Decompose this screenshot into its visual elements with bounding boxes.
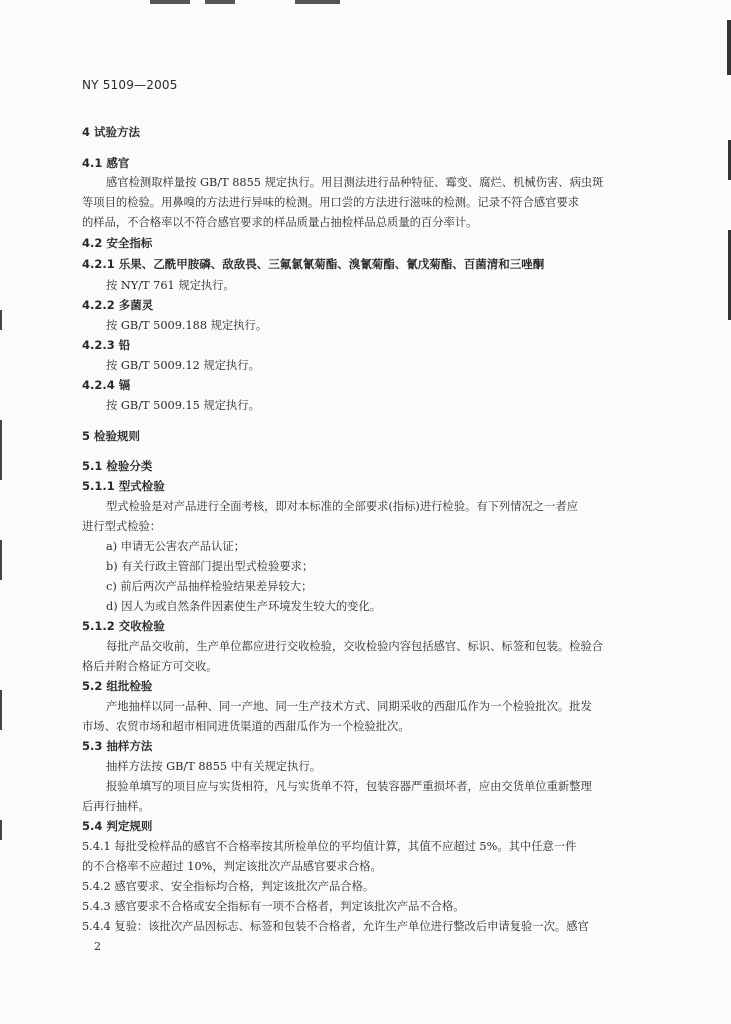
scan-artifact — [0, 420, 2, 480]
paragraph-line: 按 GB/T 5009.15 规定执行。 — [106, 399, 260, 412]
list-item: b) 有关行政主管部门提出型式检验要求； — [106, 560, 314, 573]
scan-artifact — [205, 0, 235, 4]
section-4-2-4-title: 4.2.4 镉 — [82, 378, 131, 392]
paragraph-line: 5.4.2 感官要求、安全指标均合格，判定该批次产品合格。 — [82, 880, 375, 893]
section-5-1-1-title: 5.1.1 型式检验 — [82, 479, 165, 493]
section-5-4-title: 5.4 判定规则 — [82, 819, 153, 833]
section-4-2-title: 4.2 安全指标 — [82, 236, 153, 250]
scan-artifact — [150, 0, 190, 4]
section-4-title: 4 试验方法 — [82, 125, 141, 139]
section-5-title: 5 检验规则 — [82, 429, 141, 443]
paragraph-line: 5.4.4 复验：该批次产品因标志、标签和包装不合格者，允许生产单位进行整改后申请复验一次。感官 — [82, 920, 589, 933]
scan-artifact — [0, 820, 2, 840]
section-5-2-title: 5.2 组批检验 — [82, 679, 153, 693]
paragraph-line: 等项目的检验。用鼻嗅的方法进行异味的检测。用口尝的方法进行滋味的检测。记录不符合感官要求 — [82, 196, 580, 209]
scan-artifact — [0, 540, 2, 580]
section-5-1-title: 5.1 检验分类 — [82, 459, 153, 473]
section-5-3-title: 5.3 抽样方法 — [82, 739, 153, 753]
list-item: c) 前后两次产品抽样检验结果差异较大； — [106, 580, 313, 593]
paragraph-line: 格后并附合格证方可交收。 — [82, 660, 218, 673]
section-4-2-2-title: 4.2.2 多菌灵 — [82, 298, 154, 312]
paragraph-line: 5.4.1 每批受检样品的感官不合格率按其所检单位的平均值计算，其值不应超过 5%。其中任意一件 — [82, 840, 577, 853]
list-item: a) 申请无公害农产品认证； — [106, 540, 246, 553]
scan-artifact — [0, 690, 2, 730]
paragraph-line: 感官检测取样量按 GB/T 8855 规定执行。用目测法进行品种特征、霉变、腐烂、机械伤害、病虫斑 — [106, 176, 604, 189]
paragraph-line: 抽样方法按 GB/T 8855 中有关规定执行。 — [106, 760, 322, 773]
paragraph-line: 的不合格率不应超过 10%，判定该批次产品感官要求合格。 — [82, 860, 382, 873]
section-5-1-2-title: 5.1.2 交收检验 — [82, 619, 165, 633]
paragraph-line: 按 NY/T 761 规定执行。 — [106, 279, 235, 292]
scan-artifact — [0, 310, 2, 330]
paragraph-line: 型式检验是对产品进行全面考核，即对本标准的全部要求(指标)进行检验。有下列情况之一者应 — [106, 500, 578, 513]
section-4-1-title: 4.1 感官 — [82, 156, 130, 170]
paragraph-line: 每批产品交收前，生产单位都应进行交收检验，交收检验内容包括感官、标识、标签和包装。检验合 — [106, 640, 604, 653]
list-item: d) 因人为或自然条件因素使生产环境发生较大的变化。 — [106, 600, 382, 613]
scan-artifact — [295, 0, 340, 4]
paragraph-line: 按 GB/T 5009.188 规定执行。 — [106, 319, 268, 332]
scan-artifact — [727, 20, 731, 75]
section-4-2-1-title: 4.2.1 乐果、乙酰甲胺磷、敌敌畏、三氟氯氰菊酯、溴氰菊酯、氰戊菊酯、百菌清和三唑酮 — [82, 257, 545, 271]
page-number: 2 — [94, 940, 101, 953]
paragraph-line: 产地抽样以同一品种、同一产地、同一生产技术方式、同期采收的西甜瓜作为一个检验批次。批发 — [106, 700, 592, 713]
paragraph-line: 市场、农贸市场和超市相同进货渠道的西甜瓜作为一个检验批次。 — [82, 720, 410, 733]
paragraph-line: 进行型式检验： — [82, 520, 162, 533]
section-4-2-3-title: 4.2.3 铅 — [82, 338, 131, 352]
paragraph-line: 的样品，不合格率以不符合感官要求的样品质量占抽检样品总质量的百分率计。 — [82, 216, 478, 229]
paragraph-line: 后再行抽样。 — [82, 800, 150, 813]
standard-number: NY 5109—2005 — [82, 78, 178, 92]
paragraph-line: 报验单填写的项目应与实货相符，凡与实货单不符，包装容器严重损坏者，应由交货单位重新整理 — [106, 780, 592, 793]
paragraph-line: 按 GB/T 5009.12 规定执行。 — [106, 359, 260, 372]
paragraph-line: 5.4.3 感官要求不合格或安全指标有一项不合格者，判定该批次产品不合格。 — [82, 900, 465, 913]
